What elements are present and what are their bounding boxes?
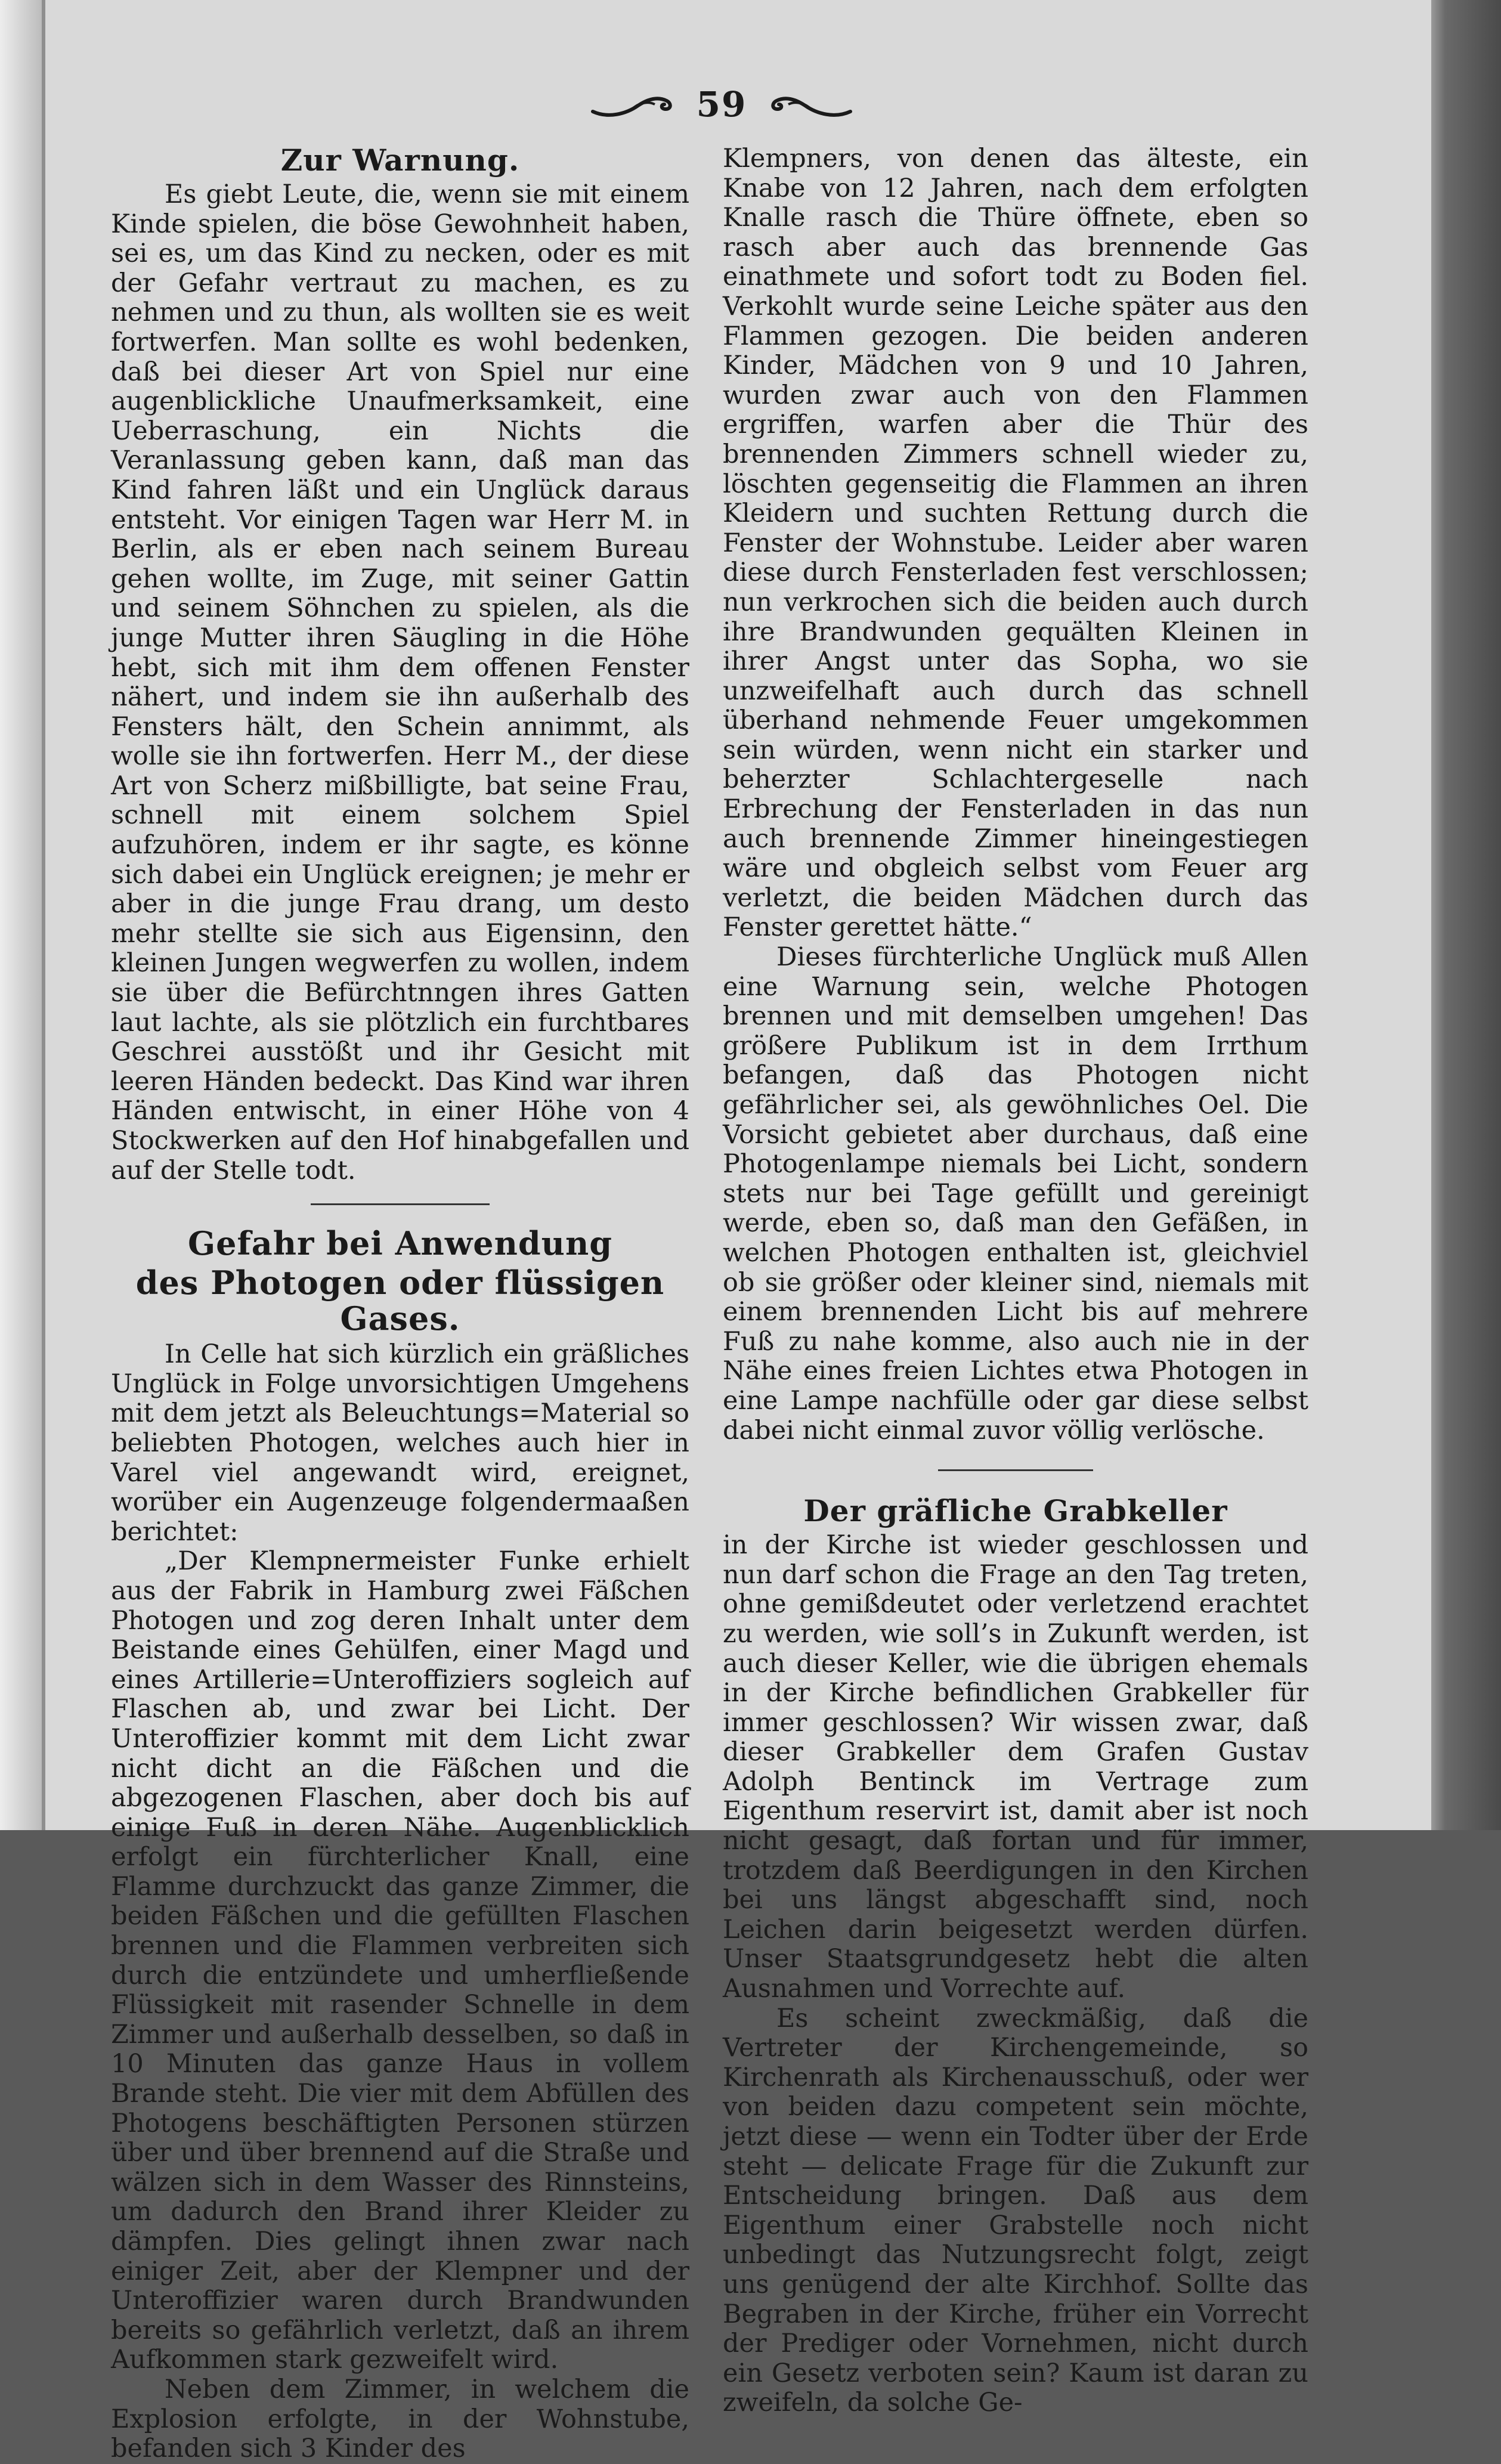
section-divider: [938, 1469, 1093, 1471]
article-paragraph: Dieses fürchterliche Unglück muß Allen eine Warnung sein, welche Photogen brennen und mit demselben umgehen! Das größere Publikum ist in dem Irrthum befangen, daß das Photogen nicht gefährlicher sei, als gewöhnliches Oel. Die Vorsicht gebietet aber durchaus, daß eine Photogenlampe niemals bei Licht, sondern stets nur bei Tage gefüllt und gereinigt werde, eben so, daß man den Gefäßen, in welchen Photogen enthalten ist, gleichviel ob sie größer oder kleiner sind, niemals mit einem brennenden Licht bis auf mehrere Fuß zu nahe komme, also auch nie in der Nähe eines freien Lichtes etwa Photogen in eine Lampe nachfülle oder gar diese selbst dabei nicht einmal zuvor völlig verlösche.: [723, 942, 1308, 1445]
article-paragraph: in der Kirche ist wieder geschlossen und nun darf schon die Frage an den Tag treten, ohne gemißdeutet oder verletzend erachtet zu werden, wie soll’s in Zukunft werden, ist auch dieser Keller, wie die übrigen ehemals in der Kirche befindlichen Grabkeller für immer geschlossen? Wir wissen zwar, daß dieser Grabkeller dem Grafen Gustav Adolph Bentinck im Vertrage zum Eigenthum reservirt ist, damit aber ist noch nicht gesagt, daß fortan und für immer, trotzdem daß Beerdigungen in den Kirchen bei uns längst abgeschafft sind, noch Leichen darin beigesetzt werden dürfen. Unser Staatsgrundgesetz hebt die alten Ausnahmen und Vorrechte auf.: [723, 1530, 1308, 2004]
article-title-warnung: Zur Warnung.: [280, 143, 520, 178]
section-divider: [311, 1203, 490, 1205]
binding-edge: [42, 0, 45, 1830]
left-column: [111, 143, 689, 2464]
right-ornament-icon: [769, 88, 853, 121]
article-title-grabkeller: Der gräfliche Grabkeller: [803, 1493, 1228, 1529]
page-number: 59: [696, 84, 747, 125]
article-title-gefahr-line2: des Photogen oder flüssigen Gases.: [135, 1264, 665, 1338]
article-paragraph: Es scheint zweckmäßig, daß die Vertreter der Kirchengemeinde, so Kirchenrath als Kirchenausschuß, oder wer von beiden dazu competent sein möchte, jetzt diese — wenn ein Todter über der Erde steht — delicate Frage für die Zukunft zur Entscheidung bringen. Daß aus dem Eigenthum einer Grabstelle noch nicht unbedingt das Nutzungsrecht folgt, zeigt uns genügend der alte Kirchhof. Sollte das Begraben in der Kirche, früher ein Vorrecht der Prediger oder Vornehmen, nicht durch ein Gesetz verboten sein? Kaum ist daran zu zweifeln, da solche Ge-: [723, 2003, 1308, 2418]
article-paragraph: „Der Klempnermeister Funke erhielt aus der Fabrik in Hamburg zwei Fäßchen Photogen und zog deren Inhalt unter dem Beistande eines Gehülfen, einer Magd und eines Artillerie=Unteroffiziers sogleich auf Flaschen ab, und zwar bei Licht. Der Unteroffizier kommt mit dem Licht zwar nicht dicht an die Fäßchen und die abgezogenen Flaschen, aber doch bis auf einige Fuß in deren Nähe. Augenblicklich erfolgt ein fürchterlicher Knall, eine Flamme durchzuckt das ganze Zimmer, die beiden Fäßchen und die gefüllten Flaschen brennen und die Flammen verbreiten sich durch die entzündete und umherfließende Flüssigkeit mit rasender Schnelle in dem Zimmer und außerhalb desselben, so daß in 10 Minuten das ganze Haus in vollem Brande steht. Die vier mit dem Abfüllen des Photogens beschäftigten Personen stürzen über und über brennend auf die Straße und wälzen sich in dem Wasser des Rinnsteins, um dadurch den Brand ihrer Kleider zu dämpfen. Dies gelingt ihnen zwar nach einiger Zeit, aber der Klempner und der Unteroffizier waren durch Brandwunden bereits so gefährlich verletzt, daß an ihrem Aufkommen stark gezweifelt wird.: [111, 1546, 689, 2375]
article-paragraph: Neben dem Zimmer, in welchem die Explosion erfolgte, in der Wohnstube, befanden sich 3 Kinder des: [111, 2374, 689, 2464]
article-title-gefahr-line1: Gefahr bei Anwendung: [188, 1224, 612, 1263]
left-ornament-icon: [590, 88, 674, 121]
scan-background-edge: [1431, 0, 1501, 1830]
page-header: [572, 78, 871, 131]
page-gutter: [0, 0, 42, 1830]
article-paragraph: Klempners, von denen das älteste, ein Knabe von 12 Jahren, nach dem erfolgten Knalle rasch die Thüre öffnete, eben so rasch aber auch das brennende Gas einathmete und sofort todt zu Boden fiel. Verkohlt wurde seine Leiche später aus den Flammen gezogen. Die beiden anderen Kinder, Mädchen von 9 und 10 Jahren, wurden zwar auch von den Flammen ergriffen, warfen aber die Thür des brennenden Zimmers schnell wieder zu, löschten gegenseitig die Flammen an ihren Kleidern und suchten Rettung durch die Fenster der Wohnstube. Leider aber waren diese durch Fensterladen fest verschlossen; nun verkrochen sich die beiden auch durch ihre Brandwunden gequälten Kleinen in ihrer Angst unter das Sopha, wo sie unzweifelhaft auch durch das schnell überhand nehmende Feuer umgekommen sein würden, wenn nicht ein starker und beherzter Schlachtergeselle nach Erbrechung der Fensterladen in das nun auch brennende Zimmer hineingestiegen wäre und obgleich selbst vom Feuer arg verletzt, die beiden Mädchen durch das Fenster gerettet hätte.“: [723, 144, 1308, 943]
right-column: [723, 144, 1308, 2418]
article-paragraph: In Celle hat sich kürzlich ein gräßliches Unglück in Folge unvorsichtigen Umgehens mit dem jetzt als Beleuchtungs=Material so beliebten Photogen, welches auch hier in Varel viel angewandt wird, ereignet, worüber ein Augenzeuge folgendermaaßen berichtet:: [111, 1339, 689, 1547]
article-paragraph: Es giebt Leute, die, wenn sie mit einem Kinde spielen, die böse Gewohnheit haben, sei es, um das Kind zu necken, oder es mit der Gefahr vertraut zu machen, es zu nehmen und zu thun, als wollten sie es weit fortwerfen. Man sollte es wohl bedenken, daß bei dieser Art von Spiel nur eine augenblickliche Unaufmerksamkeit, eine Ueberraschung, ein Nichts die Veranlassung geben kann, daß man das Kind fahren läßt und ein Unglück daraus entsteht. Vor einigen Tagen war Herr M. in Berlin, als er eben nach seinem Bureau gehen wollte, im Zuge, mit seiner Gattin und seinem Söhnchen zu spielen, als die junge Mutter ihren Säugling in die Höhe hebt, sich mit ihm dem offenen Fenster nähert, und indem sie ihn außerhalb des Fensters hält, den Schein annimmt, als wolle sie ihn fortwerfen. Herr M., der diese Art von Scherz mißbilligte, bat seine Frau, schnell mit einem solchem Spiel aufzuhören, indem er ihr sagte, es könne sich dabei ein Unglück ereignen; je mehr er aber in die junge Frau drang, um desto mehr stellte sie sich aus Eigensinn, den kleinen Jungen wegwerfen zu wollen, indem sie über die Befürchtnngen ihres Gatten laut lachte, als sie plötzlich ein furchtbares Geschrei ausstößt und ihr Gesicht mit leeren Händen bedeckt. Das Kind war ihren Händen entwischt, in einer Höhe von 4 Stockwerken auf den Hof hinabgefallen und auf der Stelle todt.: [111, 179, 689, 1185]
